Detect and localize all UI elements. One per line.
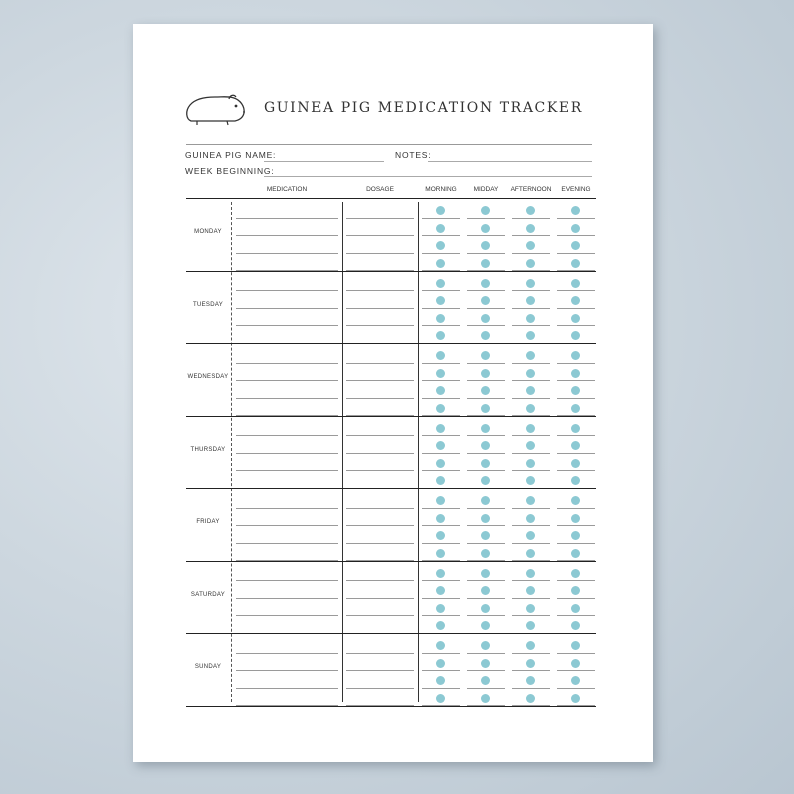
dose-checkbox-midday[interactable] [481, 676, 490, 685]
medication-line[interactable] [236, 380, 338, 381]
dose-line [467, 398, 505, 399]
dose-checkbox-midday[interactable] [481, 659, 490, 668]
dose-checkbox-morning[interactable] [436, 459, 445, 468]
dose-line [512, 435, 550, 436]
day-separator [186, 271, 596, 272]
dose-checkbox-afternoon[interactable] [526, 496, 535, 505]
medication-line[interactable] [236, 398, 338, 399]
dose-line [467, 380, 505, 381]
dose-checkbox-afternoon[interactable] [526, 441, 535, 450]
dose-checkbox-morning[interactable] [436, 604, 445, 613]
dose-checkbox-morning[interactable] [436, 549, 445, 558]
dose-line [512, 598, 550, 599]
dose-checkbox-evening[interactable] [571, 424, 580, 433]
dose-checkbox-evening[interactable] [571, 694, 580, 703]
dose-line [557, 580, 595, 581]
day-label-tuesday: TUESDAY [193, 301, 223, 308]
dose-line [557, 235, 595, 236]
dose-line [467, 308, 505, 309]
dosage-line[interactable] [346, 235, 414, 236]
dosage-line[interactable] [346, 363, 414, 364]
dose-checkbox-afternoon[interactable] [526, 549, 535, 558]
dosage-line[interactable] [346, 615, 414, 616]
day-label-wednesday: WEDNESDAY [187, 374, 229, 381]
day-label-sunday: SUNDAY [194, 664, 222, 671]
dose-line [422, 363, 460, 364]
medication-line[interactable] [236, 325, 338, 326]
dose-line [557, 543, 595, 544]
dose-line [467, 653, 505, 654]
dose-line [422, 308, 460, 309]
medication-line[interactable] [236, 508, 338, 509]
dosage-line[interactable] [346, 453, 414, 454]
dose-checkbox-evening[interactable] [571, 549, 580, 558]
dosage-line[interactable] [346, 380, 414, 381]
dose-checkbox-midday[interactable] [481, 314, 490, 323]
dose-line [557, 325, 595, 326]
dose-checkbox-afternoon[interactable] [526, 404, 535, 413]
dose-checkbox-afternoon[interactable] [526, 279, 535, 288]
dose-line [512, 525, 550, 526]
dose-checkbox-evening[interactable] [571, 476, 580, 485]
dose-line [512, 380, 550, 381]
medication-line[interactable] [236, 435, 338, 436]
dose-line [557, 290, 595, 291]
dose-line [422, 398, 460, 399]
dose-checkbox-afternoon[interactable] [526, 331, 535, 340]
dose-checkbox-evening[interactable] [571, 569, 580, 578]
dose-line [422, 508, 460, 509]
dose-checkbox-evening[interactable] [571, 586, 580, 595]
dose-line [512, 325, 550, 326]
dose-line [467, 580, 505, 581]
guinea-pig-name-label: GUINEA PIG NAME: [185, 150, 277, 160]
dosage-line[interactable] [346, 653, 414, 654]
dose-checkbox-morning[interactable] [436, 331, 445, 340]
dose-line [467, 235, 505, 236]
dose-checkbox-midday[interactable] [481, 641, 490, 650]
dose-line [512, 398, 550, 399]
dosage-line[interactable] [346, 598, 414, 599]
dosage-line[interactable] [346, 580, 414, 581]
dose-checkbox-evening[interactable] [571, 404, 580, 413]
dose-checkbox-midday[interactable] [481, 476, 490, 485]
day-label-thursday: THURSDAY [190, 446, 226, 453]
dosage-line[interactable] [346, 435, 414, 436]
dose-checkbox-midday[interactable] [481, 404, 490, 413]
dose-checkbox-morning[interactable] [436, 586, 445, 595]
col-afternoon: AFTERNOON [510, 186, 552, 193]
dose-line [512, 218, 550, 219]
dose-checkbox-morning[interactable] [436, 569, 445, 578]
dose-checkbox-afternoon[interactable] [526, 621, 535, 630]
day-label-saturday: SATURDAY [190, 591, 226, 598]
dose-checkbox-midday[interactable] [481, 224, 490, 233]
day-column-divider [231, 202, 232, 702]
dose-line [467, 543, 505, 544]
guinea-pig-name-field[interactable] [264, 161, 384, 162]
dose-line [467, 525, 505, 526]
dose-checkbox-afternoon[interactable] [526, 241, 535, 250]
dose-checkbox-evening[interactable] [571, 331, 580, 340]
dose-checkbox-midday[interactable] [481, 569, 490, 578]
dose-line [557, 598, 595, 599]
dose-line [512, 543, 550, 544]
dose-checkbox-morning[interactable] [436, 259, 445, 268]
dosage-line[interactable] [346, 670, 414, 671]
dose-line [512, 615, 550, 616]
dose-checkbox-afternoon[interactable] [526, 459, 535, 468]
dosage-line[interactable] [346, 543, 414, 544]
medication-line[interactable] [236, 290, 338, 291]
dose-line [467, 508, 505, 509]
dosage-line[interactable] [346, 325, 414, 326]
dose-checkbox-evening[interactable] [571, 531, 580, 540]
dose-line [467, 670, 505, 671]
dose-checkbox-morning[interactable] [436, 369, 445, 378]
dose-checkbox-evening[interactable] [571, 459, 580, 468]
dosage-line[interactable] [346, 470, 414, 471]
dose-line [557, 615, 595, 616]
dose-line [467, 615, 505, 616]
dose-line [512, 253, 550, 254]
dose-line [512, 290, 550, 291]
dose-checkbox-afternoon[interactable] [526, 386, 535, 395]
dose-checkbox-morning[interactable] [436, 694, 445, 703]
dose-checkbox-evening[interactable] [571, 604, 580, 613]
dose-line [422, 290, 460, 291]
medication-line[interactable] [236, 598, 338, 599]
dose-checkbox-morning[interactable] [436, 496, 445, 505]
dose-checkbox-midday[interactable] [481, 604, 490, 613]
dose-checkbox-morning[interactable] [436, 621, 445, 630]
dose-checkbox-afternoon[interactable] [526, 224, 535, 233]
dose-line [557, 398, 595, 399]
dose-checkbox-afternoon[interactable] [526, 206, 535, 215]
medication-line[interactable] [236, 525, 338, 526]
dose-line [557, 218, 595, 219]
dose-line [557, 470, 595, 471]
dose-line [512, 653, 550, 654]
dose-checkbox-midday[interactable] [481, 351, 490, 360]
dose-checkbox-midday[interactable] [481, 586, 490, 595]
notes-label: NOTES: [395, 150, 432, 160]
dose-line [422, 325, 460, 326]
dose-line [422, 580, 460, 581]
day-label-monday: MONDAY [194, 229, 222, 236]
dose-line [422, 218, 460, 219]
dosage-line[interactable] [346, 525, 414, 526]
dose-checkbox-afternoon[interactable] [526, 369, 535, 378]
dose-line [557, 653, 595, 654]
dose-checkbox-evening[interactable] [571, 279, 580, 288]
dose-line [422, 525, 460, 526]
dosage-line[interactable] [346, 218, 414, 219]
dose-checkbox-morning[interactable] [436, 296, 445, 305]
dose-checkbox-evening[interactable] [571, 676, 580, 685]
dose-line [422, 543, 460, 544]
dosage-column-divider [418, 202, 419, 702]
medication-line[interactable] [236, 218, 338, 219]
dose-checkbox-evening[interactable] [571, 224, 580, 233]
dose-checkbox-afternoon[interactable] [526, 476, 535, 485]
dose-checkbox-morning[interactable] [436, 514, 445, 523]
dose-line [422, 380, 460, 381]
week-beginning-label: WEEK BEGINNING: [185, 166, 275, 176]
day-label-friday: FRIDAY [196, 519, 220, 526]
day-separator [186, 633, 596, 634]
dose-checkbox-afternoon[interactable] [526, 659, 535, 668]
day-separator [186, 343, 596, 344]
dose-line [512, 670, 550, 671]
dose-line [557, 435, 595, 436]
dose-line [557, 525, 595, 526]
dose-checkbox-afternoon[interactable] [526, 514, 535, 523]
dose-checkbox-evening[interactable] [571, 206, 580, 215]
dose-checkbox-morning[interactable] [436, 476, 445, 485]
dose-checkbox-afternoon[interactable] [526, 531, 535, 540]
dose-checkbox-afternoon[interactable] [526, 641, 535, 650]
day-separator [186, 561, 596, 562]
medication-line[interactable] [236, 235, 338, 236]
medication-line[interactable] [236, 653, 338, 654]
dose-line [422, 615, 460, 616]
day-separator [186, 416, 596, 417]
dose-checkbox-afternoon[interactable] [526, 351, 535, 360]
medication-line[interactable] [236, 543, 338, 544]
dose-line [422, 235, 460, 236]
guinea-pig-icon [185, 91, 247, 129]
dose-checkbox-evening[interactable] [571, 621, 580, 630]
dose-checkbox-morning[interactable] [436, 641, 445, 650]
col-midday: MIDDAY [473, 186, 499, 193]
dose-checkbox-midday[interactable] [481, 694, 490, 703]
dose-line [512, 363, 550, 364]
dose-checkbox-evening[interactable] [571, 514, 580, 523]
col-dosage: DOSAGE [366, 186, 394, 193]
medication-line[interactable] [236, 580, 338, 581]
dose-checkbox-evening[interactable] [571, 441, 580, 450]
dose-checkbox-afternoon[interactable] [526, 314, 535, 323]
dose-checkbox-evening[interactable] [571, 641, 580, 650]
dose-checkbox-midday[interactable] [481, 549, 490, 558]
dose-checkbox-evening[interactable] [571, 259, 580, 268]
dose-line [467, 598, 505, 599]
dose-checkbox-morning[interactable] [436, 279, 445, 288]
dose-checkbox-evening[interactable] [571, 369, 580, 378]
dosage-line[interactable] [346, 508, 414, 509]
dose-checkbox-afternoon[interactable] [526, 694, 535, 703]
medication-line[interactable] [236, 470, 338, 471]
dosage-line[interactable] [346, 253, 414, 254]
week-beginning-field[interactable] [264, 176, 592, 177]
dose-checkbox-midday[interactable] [481, 514, 490, 523]
dose-checkbox-evening[interactable] [571, 496, 580, 505]
medication-line[interactable] [236, 308, 338, 309]
dose-checkbox-morning[interactable] [436, 314, 445, 323]
dose-checkbox-midday[interactable] [481, 369, 490, 378]
dose-checkbox-morning[interactable] [436, 386, 445, 395]
dose-checkbox-evening[interactable] [571, 296, 580, 305]
dose-line [557, 380, 595, 381]
dose-checkbox-midday[interactable] [481, 206, 490, 215]
day-separator [186, 488, 596, 489]
dose-line [512, 580, 550, 581]
dose-checkbox-morning[interactable] [436, 224, 445, 233]
dose-line [467, 470, 505, 471]
dose-checkbox-evening[interactable] [571, 386, 580, 395]
dose-checkbox-morning[interactable] [436, 241, 445, 250]
dose-line [467, 435, 505, 436]
dose-checkbox-midday[interactable] [481, 296, 490, 305]
day-separator [186, 706, 596, 707]
dose-checkbox-evening[interactable] [571, 314, 580, 323]
dose-line [422, 253, 460, 254]
dose-checkbox-afternoon[interactable] [526, 296, 535, 305]
page-title: GUINEA PIG MEDICATION TRACKER [264, 100, 583, 116]
dose-checkbox-afternoon[interactable] [526, 604, 535, 613]
dose-checkbox-midday[interactable] [481, 241, 490, 250]
dose-line [467, 363, 505, 364]
dose-checkbox-afternoon[interactable] [526, 586, 535, 595]
col-morning: MORNING [425, 186, 457, 193]
dose-line [467, 218, 505, 219]
dose-checkbox-midday[interactable] [481, 496, 490, 505]
dose-line [557, 308, 595, 309]
dosage-line[interactable] [346, 398, 414, 399]
dosage-line[interactable] [346, 308, 414, 309]
dose-line [467, 290, 505, 291]
notes-field[interactable] [428, 161, 592, 162]
table-top-border [186, 198, 596, 199]
dosage-line[interactable] [346, 290, 414, 291]
title-divider [186, 144, 592, 145]
dose-checkbox-midday[interactable] [481, 259, 490, 268]
dose-line [512, 470, 550, 471]
dose-checkbox-midday[interactable] [481, 424, 490, 433]
dose-checkbox-midday[interactable] [481, 386, 490, 395]
dose-line [422, 453, 460, 454]
dose-line [512, 308, 550, 309]
dose-line [557, 453, 595, 454]
medication-line[interactable] [236, 253, 338, 254]
dose-checkbox-midday[interactable] [481, 531, 490, 540]
dose-line [512, 508, 550, 509]
dose-checkbox-morning[interactable] [436, 659, 445, 668]
dose-checkbox-midday[interactable] [481, 331, 490, 340]
dose-line [512, 688, 550, 689]
dose-checkbox-midday[interactable] [481, 459, 490, 468]
dose-checkbox-evening[interactable] [571, 659, 580, 668]
dose-checkbox-midday[interactable] [481, 441, 490, 450]
dose-checkbox-midday[interactable] [481, 279, 490, 288]
dose-line [422, 688, 460, 689]
dose-checkbox-morning[interactable] [436, 404, 445, 413]
medication-line[interactable] [236, 363, 338, 364]
col-medication: MEDICATION [266, 186, 308, 193]
dose-checkbox-afternoon[interactable] [526, 259, 535, 268]
dose-checkbox-morning[interactable] [436, 531, 445, 540]
dose-checkbox-morning[interactable] [436, 351, 445, 360]
dose-line [512, 235, 550, 236]
dose-line [512, 453, 550, 454]
dose-line [467, 325, 505, 326]
dose-line [557, 508, 595, 509]
dosage-line[interactable] [346, 688, 414, 689]
dose-checkbox-afternoon[interactable] [526, 424, 535, 433]
dose-line [422, 435, 460, 436]
medication-line[interactable] [236, 688, 338, 689]
dose-line [422, 470, 460, 471]
dose-checkbox-evening[interactable] [571, 351, 580, 360]
dose-line [422, 653, 460, 654]
medication-line[interactable] [236, 453, 338, 454]
dose-line [557, 363, 595, 364]
medication-line[interactable] [236, 670, 338, 671]
medication-column-divider [342, 202, 343, 702]
dose-line [557, 670, 595, 671]
dose-checkbox-midday[interactable] [481, 621, 490, 630]
medication-line[interactable] [236, 615, 338, 616]
dose-line [557, 253, 595, 254]
dose-checkbox-afternoon[interactable] [526, 676, 535, 685]
dose-checkbox-morning[interactable] [436, 424, 445, 433]
col-evening: EVENING [561, 186, 591, 193]
dose-checkbox-afternoon[interactable] [526, 569, 535, 578]
dose-checkbox-morning[interactable] [436, 676, 445, 685]
dose-line [467, 453, 505, 454]
dose-checkbox-evening[interactable] [571, 241, 580, 250]
dose-checkbox-morning[interactable] [436, 441, 445, 450]
dose-line [557, 688, 595, 689]
dose-line [422, 670, 460, 671]
dose-line [467, 253, 505, 254]
dose-checkbox-morning[interactable] [436, 206, 445, 215]
dose-line [467, 688, 505, 689]
dose-line [422, 598, 460, 599]
